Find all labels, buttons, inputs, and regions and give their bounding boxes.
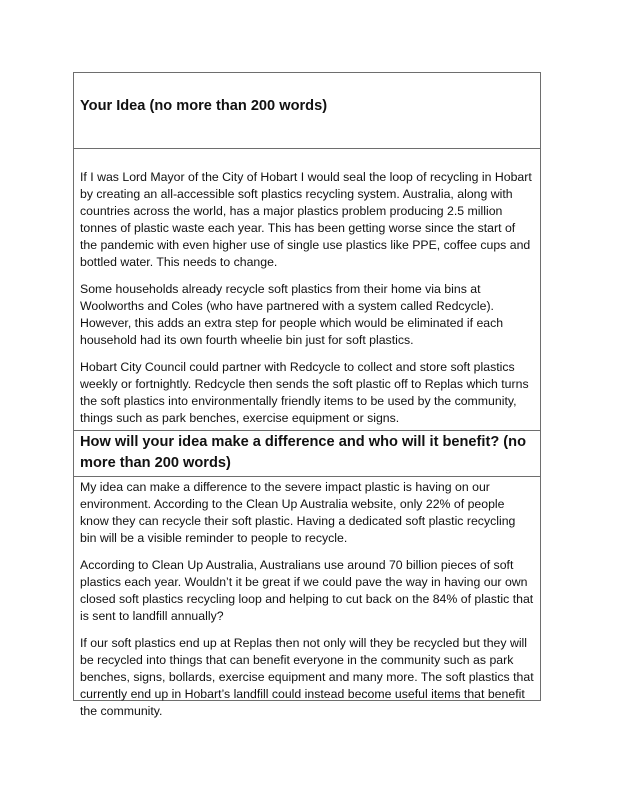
section1-heading: Your Idea (no more than 200 words) <box>80 98 328 114</box>
section1-paragraph-1: If I was Lord Mayor of the City of Hobart I would seal the loop of recycling in Hobart by creating an all-accessible soft plastics recycling system. Australia, along with countries across the world, has a major plastics problem producing 2.5 million tonnes of plastic waste each year. This has been getting worse since the start of the pandemic with even higher use of single use plastics like PPE, coffee cups and bottled water. This needs to change. <box>80 170 532 269</box>
form-table <box>73 72 541 718</box>
section2-paragraph-1: My idea can make a difference to the severe impact plastic is having on our environment. According to the Clean Up Australia website, only 22% of people know they can recycle their soft plastic. Having a dedicated soft plastic recycling bin will be a visible reminder to people to recycle. <box>80 480 516 545</box>
section2-body-cell <box>74 477 540 718</box>
section2-heading-cell <box>74 431 540 477</box>
section1-paragraph-3: Hobart City Council could partner with Redcycle to collect and store soft plastics weekly or fortnightly. Redcycle then sends the soft plastic off to Replas which turns the soft plastics into environmentally friendly items to be used by the community, things such as park benches, exercise equipment or signs. <box>80 360 529 425</box>
section1-paragraph-2: Some households already recycle soft plastics from their home via bins at Woolworths and Coles (who have partnered with a system called Redcycle). However, this adds an extra step for people which would be eliminated if each household had its own fourth wheelie bin just for soft plastics. <box>80 282 504 347</box>
section2-paragraph-3: If our soft plastics end up at Replas then not only will they be recycled but they will be recycled into things that can benefit everyone in the community such as park benches, signs, bollards, exercise equipment and many more. The soft plastics that currently end up in Hobart’s landfill could instead become useful items that benefit the community. <box>80 636 534 718</box>
section1-body-cell <box>74 149 540 431</box>
section2-paragraph-2: According to Clean Up Australia, Australians use around 70 billion pieces of soft plastics each year. Wouldn’t it be great if we could pave the way in having our own closed soft plastics recycling loop and helping to cut back on the 84% of plastic that is sent to landfill annually? <box>80 558 534 623</box>
section2-heading: How will your idea make a difference and who will it benefit? (no more than 200 words) <box>80 434 526 471</box>
section1-heading-cell <box>74 73 540 149</box>
